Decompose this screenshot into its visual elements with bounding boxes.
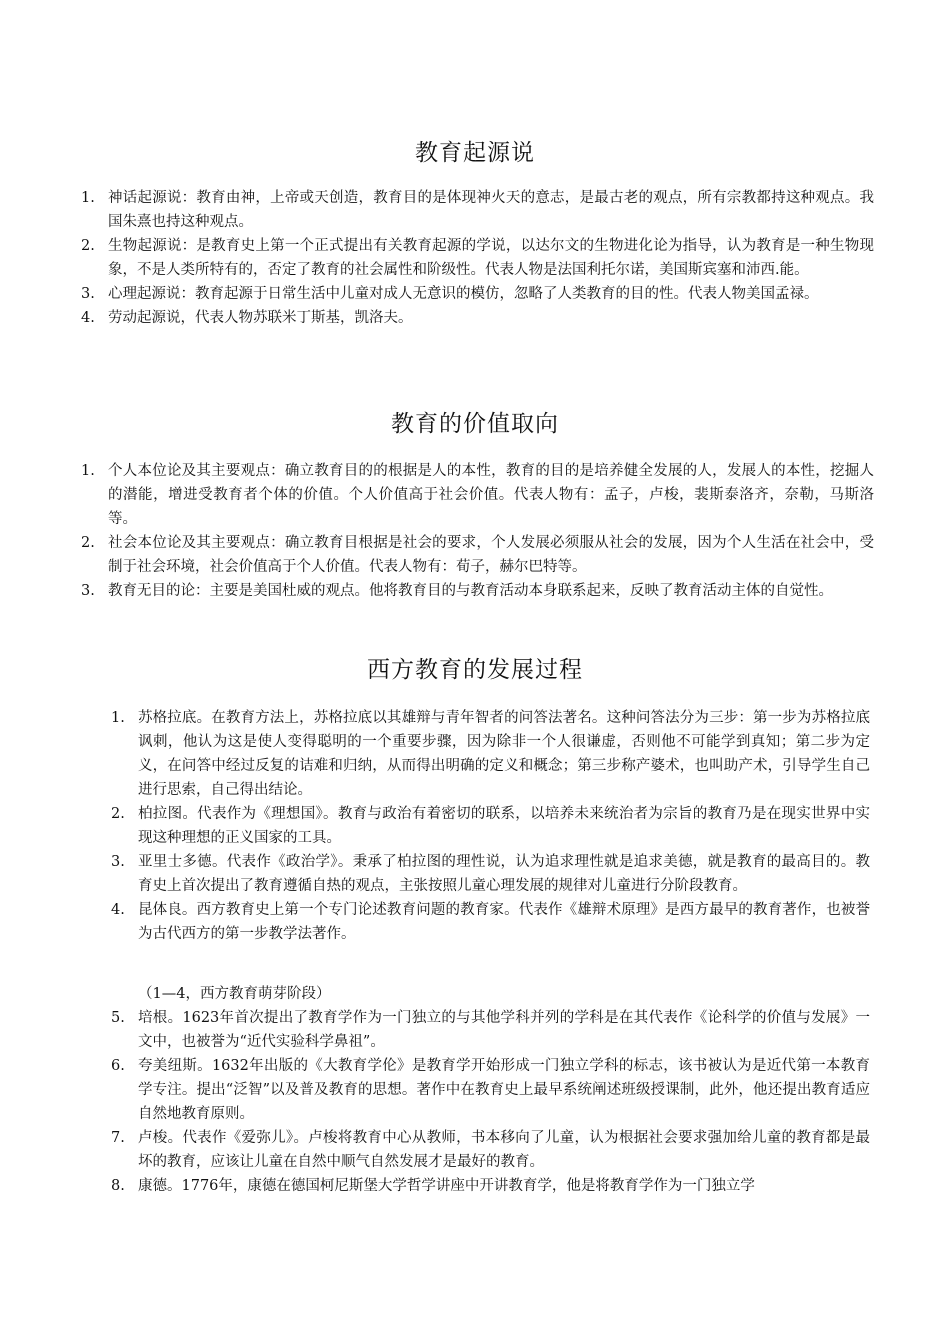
stage-note: （1—4，西方教育萌芽阶段） [138, 986, 331, 1002]
list-item [111, 1054, 870, 1126]
list-item-text: 昆体良。西方教育史上第一个专门论述教育问题的教育家。代表作《雄辩术原理》是西方最早的教育著作，也被誉为古代西方的第一步教学法著作。 [138, 902, 870, 942]
list-item [111, 850, 870, 898]
list-item-number: 3. [111, 854, 125, 870]
list-item [81, 186, 874, 234]
list-item-text: 劳动起源说，代表人物苏联米丁斯基，凯洛夫。 [108, 310, 413, 326]
list-item [111, 1006, 870, 1054]
list-item-text: 苏格拉底。在教育方法上，苏格拉底以其雄辩与青年智者的问答法著名。这种问答法分为三步：第一步为苏格拉底讽刺，他认为这是使人变得聪明的一个重要步骤，因为除非一个人很谦虚，否则他不可能学到真知；第二步为定义，在问答中经过反复的诘难和归纳，从而得出明确的定义和概念；第三步称产婆术，也叫助产术，引导学生自己进行思索，自己得出结论。 [138, 710, 870, 798]
western-list-b [111, 1006, 870, 1198]
list-item-text: 生物起源说：是教育史上第一个正式提出有关教育起源的学说，以达尔文的生物进化论为指导，认为教育是一种生物现象，不是人类所特有的，否定了教育的社会属性和阶级性。代表人物是法国利托尔诺，美国斯宾塞和沛西.能。 [108, 238, 874, 278]
list-item-number: 8. [111, 1178, 125, 1194]
list-item-number: 1. [111, 710, 125, 726]
list-item-number: 3. [81, 286, 95, 302]
list-item [111, 706, 870, 802]
list-item-text: 夸美纽斯。1632年出版的《大教育学伦》是教育学开始形成一门独立学科的标志，该书被认为是近代第一本教育学专注。提出“泛智”以及普及教育的思想。著作中在教育史上最早系统阐述班级授课制，此外，他还提出教育适应自然地教育原则。 [138, 1058, 870, 1122]
list-item [111, 1174, 870, 1198]
list-item-number: 6. [111, 1058, 125, 1074]
list-item-text: 社会本位论及其主要观点：确立教育目根据是社会的要求，个人发展必须服从社会的发展，因为个人生活在社会中，受制于社会环境，社会价值高于个人价值。代表人物有：荀子，赫尔巴特等。 [108, 535, 874, 575]
list-item-number: 4. [111, 902, 125, 918]
section-title-western-education: 西方教育的发展过程 [367, 657, 583, 683]
list-item [111, 898, 870, 946]
list-item-number: 7. [111, 1130, 125, 1146]
list-item [81, 234, 874, 282]
list-item-number: 3. [81, 583, 95, 599]
list-item-number: 5. [111, 1010, 125, 1026]
list-item [81, 306, 874, 330]
list-item [111, 802, 870, 850]
western-list-a [111, 706, 870, 946]
list-item [81, 531, 874, 579]
list-item-text: 康德。1776年，康德在德国柯尼斯堡大学哲学讲座中开讲教育学，他是将教育学作为一门独立学 [138, 1178, 755, 1194]
list-item-text: 卢梭。代表作《爱弥儿》。卢梭将教育中心从教师，书本移向了儿童，认为根据社会要求强加给儿童的教育都是最坏的教育，应该让儿童在自然中顺气自然发展才是最好的教育。 [138, 1130, 870, 1170]
list-item-text: 培根。1623年首次提出了教育学作为一门独立的与其他学科并列的学科是在其代表作《论科学的价值与发展》一文中，也被誉为“近代实验科学鼻祖”。 [138, 1010, 870, 1050]
list-item [81, 459, 874, 531]
list-item-number: 1. [81, 190, 95, 206]
list-item [81, 282, 874, 306]
list-item-number: 2. [81, 535, 95, 551]
list-item [81, 579, 874, 603]
list-item-text: 心理起源说：教育起源于日常生活中儿童对成人无意识的模仿，忽略了人类教育的目的性。代表人物美国孟禄。 [108, 286, 819, 302]
list-item-text: 神话起源说：教育由神，上帝或天创造，教育目的是体现神火天的意志，是最古老的观点，所有宗教都持这种观点。我国朱熹也持这种观点。 [108, 190, 874, 230]
list-item-text: 教育无目的论：主要是美国杜威的观点。他将教育目的与教育活动本身联系起来，反映了教育活动主体的自觉性。 [108, 583, 833, 599]
list-item-number: 1. [81, 463, 95, 479]
list-item-text: 亚里士多德。代表作《政治学》。秉承了柏拉图的理性说，认为追求理性就是追求美德，就是教育的最高目的。教育史上首次提出了教育遵循自热的观点，主张按照儿童心理发展的规律对儿童进行分阶段教育。 [138, 854, 870, 894]
value-list [81, 459, 874, 603]
list-item-number: 2. [81, 238, 95, 254]
list-item-number: 4. [81, 310, 95, 326]
list-item-text: 柏拉图。代表作为《理想国》。教育与政治有着密切的联系，以培养未来统治者为宗旨的教育乃是在现实世界中实现这种理想的正义国家的工具。 [138, 806, 870, 846]
list-item [111, 1126, 870, 1174]
section-title-value-orientation: 教育的价值取向 [391, 411, 559, 437]
list-item-number: 2. [111, 806, 125, 822]
section-title-origin: 教育起源说 [415, 140, 535, 166]
list-item-text: 个人本位论及其主要观点：确立教育目的的根据是人的本性，教育的目的是培养健全发展的人，发展人的本性，挖掘人的潜能，增进受教育者个体的价值。个人价值高于社会价值。代表人物有：孟子，卢梭，裴斯泰洛齐，奈勒，马斯洛等。 [108, 463, 874, 527]
origin-list [81, 186, 874, 330]
